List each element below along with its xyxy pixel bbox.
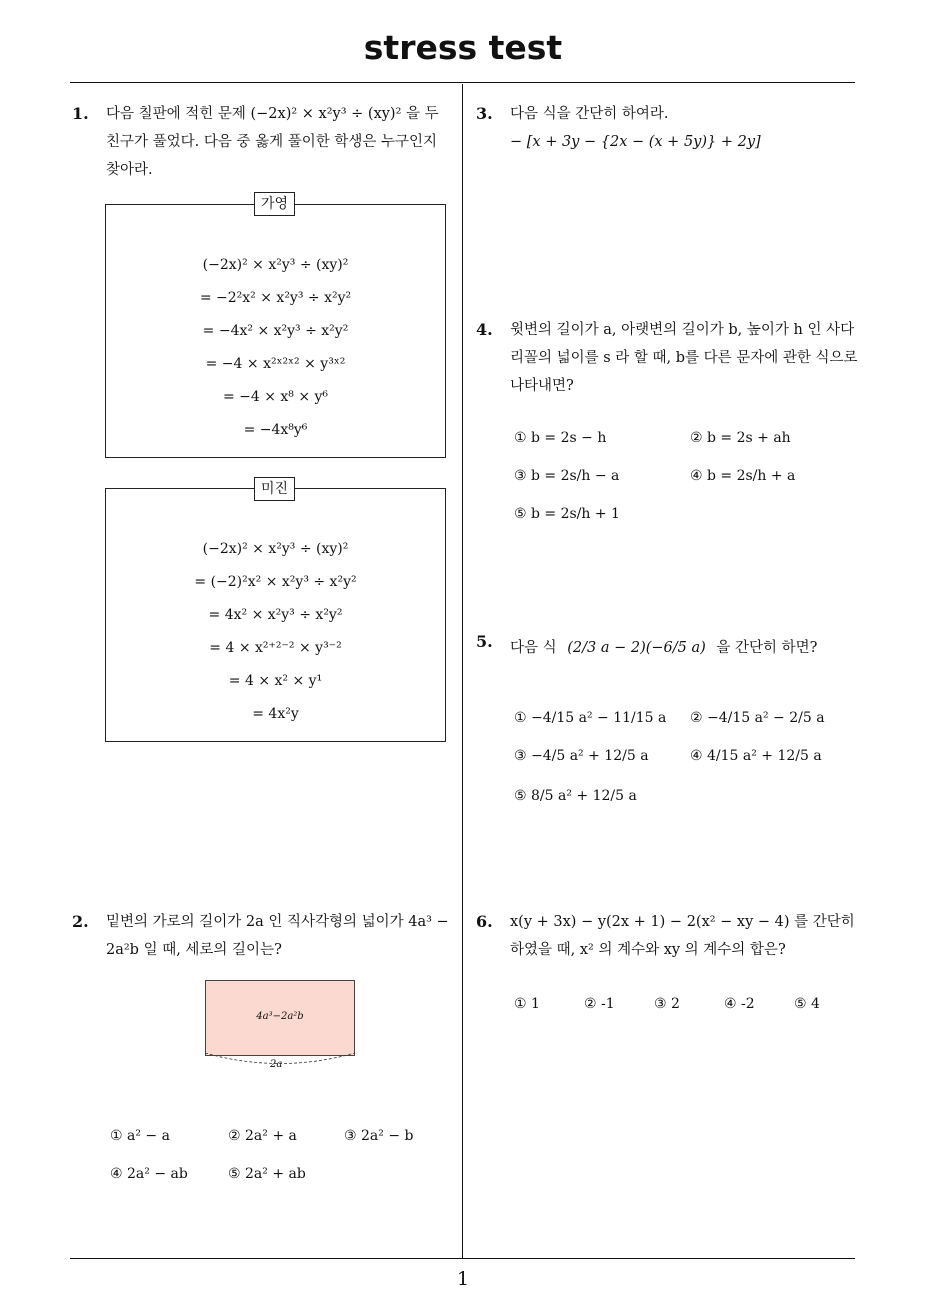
q3-number: 3. [476,104,493,123]
q6-text [510,908,855,964]
solution-box-label: 미진 [254,477,295,501]
choice[interactable]: ④ 2a² − ab [110,1166,188,1182]
q1-line: 친구가 풀었다. 다음 중 옳게 풀이한 학생은 누구인지 [106,134,438,150]
q6-number: 6. [476,912,493,931]
choice[interactable]: ① a² − a [110,1128,170,1144]
q2-line: 2a²b 일 때, 세로의 길이는? [106,942,282,958]
footer-rule [70,1258,855,1259]
page-number: 1 [456,1268,470,1290]
q1-line: 찾아라. [106,162,153,178]
rectangle-area-label: 4a³−2a²b [256,1011,304,1022]
q4-line: 나타내면? [510,378,574,394]
q2-text [106,908,449,964]
q3-line: 다음 식을 간단히 하여라. [510,106,669,122]
rectangle-figure [205,980,355,1056]
choice[interactable]: ③ −4/5 a² + 12/5 a [514,748,649,764]
choice[interactable]: ④ 4/15 a² + 12/5 a [690,748,822,764]
q3-text [510,100,761,156]
choice[interactable]: ② 2a² + a [228,1128,297,1144]
solution-step: = −4 × x⁸ × y⁶ [222,389,329,405]
q2-line: 밑변의 가로의 길이가 2a 인 직사각형의 넓이가 4a³ − [106,914,449,930]
solution-step: = 4x² × x²y³ ÷ x²y² [208,607,343,623]
q6-line: x(y + 3x) − y(2x + 1) − 2(x² − xy − 4) 를 간단히 [510,914,855,930]
choice[interactable]: ④ b = 2s/h + a [690,468,796,484]
choice[interactable]: ① b = 2s − h [514,430,607,446]
q1-number: 1. [72,104,89,123]
q2-number: 2. [72,912,89,931]
column-divider [462,84,463,1259]
solution-step: (−2x)² × x²y³ ÷ (xy)² [202,541,349,557]
solution-step: (−2x)² × x²y³ ÷ (xy)² [202,257,349,273]
choice[interactable]: ① 1 [514,996,540,1012]
solution-step: = −4x⁸y⁶ [243,422,308,438]
choice[interactable]: ① −4/15 a² − 11/15 a [514,710,667,726]
choice[interactable]: ③ 2a² − b [344,1128,414,1144]
choice[interactable]: ② -1 [584,996,615,1012]
q3-expression: − [x + 3y − {2x − (x + 5y)} + 2y] [510,134,761,150]
solution-step: = −4 × x²ˣ²ˣ² × y³ˣ² [205,356,346,372]
solution-step: = −4x² × x²y³ ÷ x²y² [202,323,349,339]
q5-number: 5. [476,632,493,651]
choice[interactable]: ② −4/15 a² − 2/5 a [690,710,825,726]
solution-box-gayoung [105,204,446,458]
q1-text [106,100,439,184]
choice[interactable]: ③ 2 [654,996,680,1012]
choice[interactable]: ③ b = 2s/h − a [514,468,620,484]
solution-step: = −2²x² × x²y³ ÷ x²y² [199,290,352,306]
page-title: stress test [363,28,563,67]
choice[interactable]: ⑤ 8/5 a² + 12/5 a [514,788,637,804]
solution-box-mijin [105,488,446,742]
choice[interactable]: ⑤ 4 [794,996,820,1012]
choice[interactable]: ④ -2 [724,996,755,1012]
choice[interactable]: ② b = 2s + ah [690,430,791,446]
q4-text [510,316,858,400]
q6-line: 하였을 때, x² 의 계수와 xy 의 계수의 합은? [510,942,786,958]
q4-line: 리꼴의 넓이를 s 라 할 때, b를 다른 문자에 관한 식으로 [510,350,858,366]
choice[interactable]: ⑤ 2a² + ab [228,1166,306,1182]
q5-intro: 다음 식 [510,640,557,656]
q1-line: 다음 칠판에 적힌 문제 (−2x)² × x²y³ ÷ (xy)² 을 두 [106,106,439,122]
q4-line: 윗변의 길이가 a, 아랫변의 길이가 b, 높이가 h 인 사다 [510,322,855,338]
solution-step: = 4 × x² × y¹ [228,673,323,689]
q5-expression: (2/3 a − 2)(−6/5 a) [567,640,706,656]
solution-box-label: 가영 [254,192,295,216]
q4-number: 4. [476,320,493,339]
header-rule [70,82,855,83]
solution-step: = 4 × x²⁺²⁻² × y³⁻² [209,640,342,656]
choice[interactable]: ⑤ b = 2s/h + 1 [514,506,620,522]
solution-step: = (−2)²x² × x²y³ ÷ x²y² [194,574,357,590]
q5-outro: 을 간단히 하면? [716,640,818,656]
rectangle-base-label: 2a [270,1059,283,1070]
q5-text [510,634,817,662]
solution-step: = 4x²y [252,706,299,722]
